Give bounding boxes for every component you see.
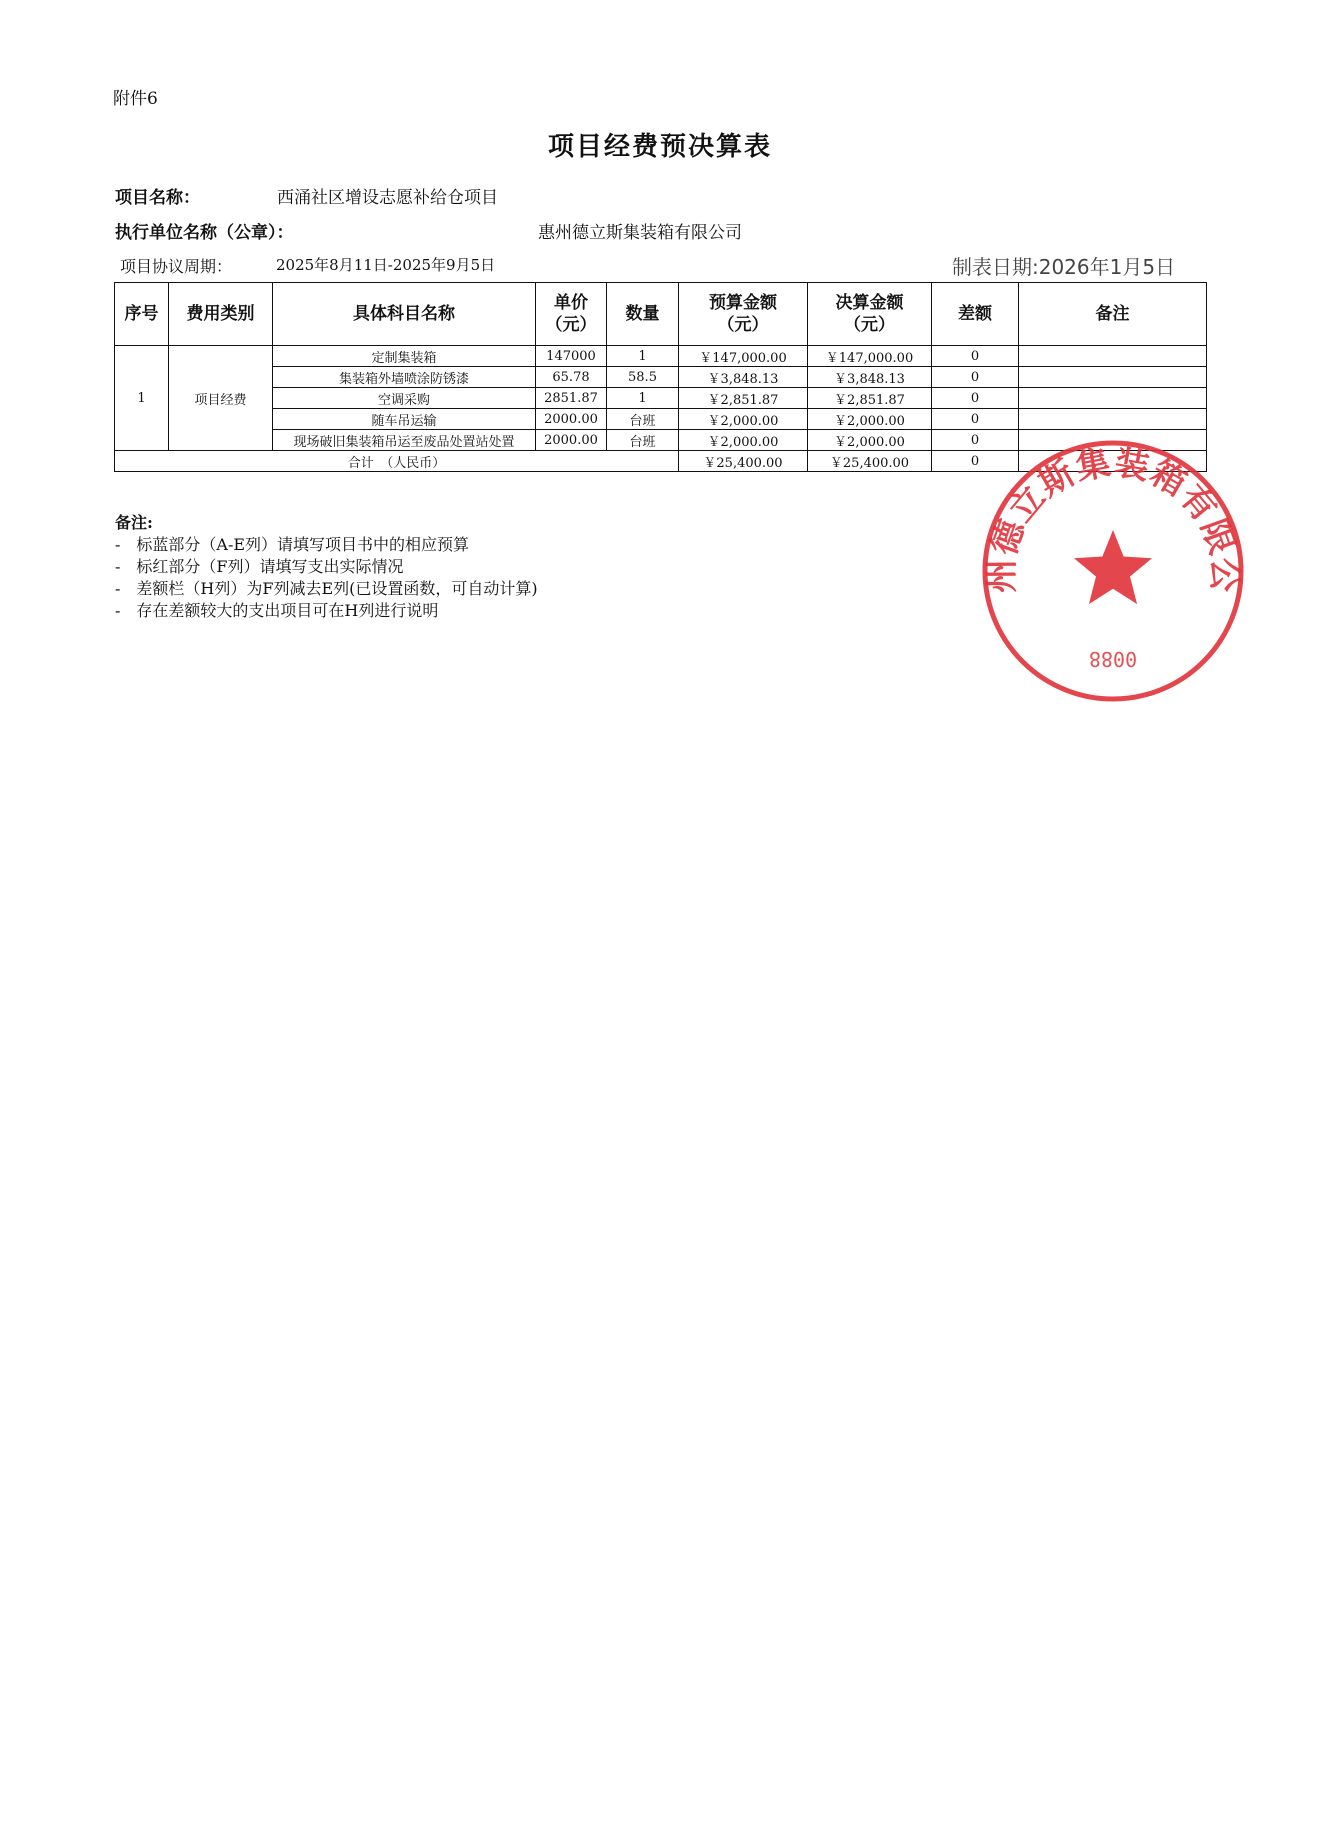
- header-seq: 序号: [115, 283, 169, 346]
- header-unit-price-label: 单价: [554, 292, 588, 313]
- notes-title: 备注:: [115, 513, 153, 532]
- unit-value: 惠州德立斯集装箱有限公司: [538, 223, 742, 243]
- cell-note: [1019, 346, 1207, 367]
- project-name-label: 项目名称：: [115, 188, 200, 208]
- header-actual: [808, 283, 932, 346]
- cell-note: [1019, 388, 1207, 409]
- svg-text:0088: 0088: [1088, 647, 1138, 671]
- cell-qty: 1: [607, 388, 679, 409]
- cell-diff: 0: [932, 388, 1019, 409]
- total-label: 合计 （人民币）: [115, 451, 679, 472]
- attachment-label: 附件6: [113, 89, 158, 109]
- note-line: - 差额栏（H列）为F列减去E列(已设置函数，可自动计算): [115, 579, 538, 598]
- page-title: 项目经费预决算表: [547, 132, 772, 162]
- period-value: 2025年8月11日-2025年9月5日: [276, 256, 496, 274]
- header-unit-price: [536, 283, 607, 346]
- table-row: [115, 388, 1207, 409]
- cell-item: 集装箱外墙喷涂防锈漆: [273, 367, 536, 388]
- cell-actual: ￥3,848.13: [808, 367, 932, 388]
- cell-category: 项目经费: [169, 346, 273, 451]
- cell-budget: ￥2,000.00: [679, 430, 808, 451]
- header-actual-label: 决算金额: [835, 292, 904, 313]
- header-diff: 差额: [932, 283, 1019, 346]
- cell-note: [1019, 409, 1207, 430]
- project-name-value: 西涌社区增设志愿补给仓项目: [277, 188, 498, 208]
- header-actual-unit: （元）: [844, 315, 895, 335]
- cell-diff: 0: [932, 430, 1019, 451]
- cell-item: 空调采购: [273, 388, 536, 409]
- cell-actual: ￥2,000.00: [808, 409, 932, 430]
- cell-item: 定制集装箱: [273, 346, 536, 367]
- header-budget: [679, 283, 808, 346]
- total-budget: ￥25,400.00: [679, 451, 808, 472]
- company-seal-graphic: [980, 438, 1246, 704]
- prepared-date: 制表日期:2026年1月5日: [952, 255, 1176, 279]
- header-qty: 数量: [607, 283, 679, 346]
- cell-item: 现场破旧集装箱吊运至废品处置站处置: [273, 430, 536, 451]
- table-row: [115, 409, 1207, 430]
- cell-unit-price: 2851.87: [536, 388, 607, 409]
- cell-qty: 1: [607, 346, 679, 367]
- svg-text:惠州德立斯集装箱有限公司: 州德立斯集装箱有限公: [981, 442, 1245, 593]
- note-line: - 存在差额较大的支出项目可在H列进行说明: [115, 601, 439, 620]
- cell-qty: 58.5: [607, 367, 679, 388]
- cell-unit-price: 65.78: [536, 367, 607, 388]
- cell-budget: ￥147,000.00: [679, 346, 808, 367]
- cell-qty: 台班: [607, 409, 679, 430]
- cell-diff: 0: [932, 346, 1019, 367]
- cell-seq: 1: [115, 346, 169, 451]
- header-note: 备注: [1019, 283, 1207, 346]
- total-actual: ￥25,400.00: [808, 451, 932, 472]
- unit-label: 执行单位名称（公章）：: [115, 223, 294, 243]
- note-line: - 标蓝部分（A-E列）请填写项目书中的相应预算: [115, 535, 470, 554]
- total-diff: 0: [932, 451, 1019, 472]
- table-row: [115, 367, 1207, 388]
- cell-note: [1019, 367, 1207, 388]
- company-seal: [980, 438, 1246, 704]
- header-category: 费用类别: [169, 283, 273, 346]
- header-budget-label: 预算金额: [709, 292, 777, 313]
- table-row: [115, 346, 1207, 367]
- period-label: 项目协议周期：: [120, 257, 233, 276]
- cell-qty: 台班: [607, 430, 679, 451]
- cell-budget: ￥2,851.87: [679, 388, 808, 409]
- cell-budget: ￥2,000.00: [679, 409, 808, 430]
- cell-unit-price: 2000.00: [536, 409, 607, 430]
- cell-actual: ￥2,000.00: [808, 430, 932, 451]
- header-unit-price-unit: （元）: [545, 315, 597, 335]
- cell-budget: ￥3,848.13: [679, 367, 808, 388]
- notes-section: [115, 512, 538, 622]
- cell-unit-price: 147000: [536, 346, 607, 367]
- cell-diff: 0: [932, 367, 1019, 388]
- cell-actual: ￥147,000.00: [808, 346, 932, 367]
- cell-item: 随车吊运输: [273, 409, 536, 430]
- cell-unit-price: 2000.00: [536, 430, 607, 451]
- note-line: - 标红部分（F列）请填写支出实际情况: [115, 557, 404, 576]
- table-header-row: [115, 283, 1207, 346]
- header-budget-unit: （元）: [717, 315, 769, 335]
- header-item: 具体科目名称: [273, 283, 536, 346]
- cell-diff: 0: [932, 409, 1019, 430]
- cell-actual: ￥2,851.87: [808, 388, 932, 409]
